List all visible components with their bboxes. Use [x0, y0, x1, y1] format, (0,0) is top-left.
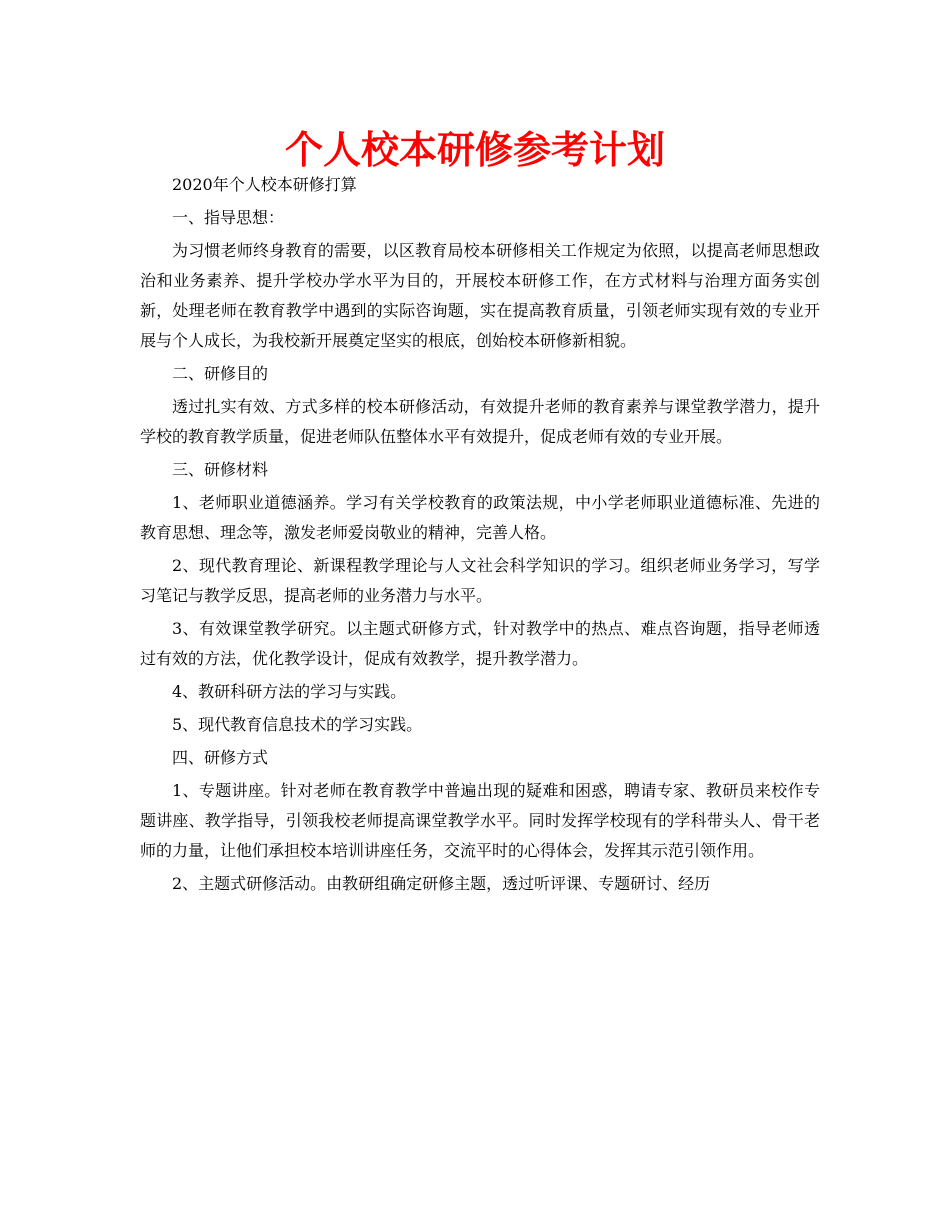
section-heading-materials: 三、研修材料 [172, 460, 269, 479]
section-heading-guiding-thought: 一、指导思想： [172, 208, 285, 227]
paragraph-method-2: 2、主题式研修活动。由教研组确定研修主题，透过听评课、专题研讨、经历 [172, 874, 711, 893]
paragraph-material-2: 2、现代教育理论、新课程教学理论与人文社会科学知识的学习。组织老师业务学习，写学习笔记与教学反思，提高老师的业务潜力与水平。 [140, 556, 820, 605]
paragraph-method-1: 1、专题讲座。针对老师在教育教学中普遍出现的疑难和困惑，聘请专家、教研员来校作专题讲座、教学指导，引领我校老师提高课堂教学水平。同时发挥学校现有的学科带头人、骨干老师的力量，让他们承担校本培训讲座任务，交流平时的心得体会，发挥其示范引领作用。 [140, 781, 820, 860]
paragraph-material-5: 5、现代教育信息技术的学习实践。 [172, 715, 423, 734]
paragraph-material-3: 3、有效课堂教学研究。以主题式研修方式，针对教学中的热点、难点咨询题，指导老师透过有效的方法，优化教学设计，促成有效教学，提升教学潜力。 [140, 619, 820, 668]
page-title: 个人校本研修参考计划 [284, 128, 665, 172]
paragraph-material-1: 1、老师职业道德涵养。学习有关学校教育的政策法规，中小学老师职业道德标准、先进的教育思想、理念等，激发老师爱岗敬业的精神，完善人格。 [140, 493, 820, 542]
document-body [140, 170, 820, 902]
paragraph-material-4: 4、教研科研方法的学习与实践。 [172, 682, 407, 701]
paragraph-guiding-thought: 为习惯老师终身教育的需要，以区教育局校本研修相关工作规定为依照，以提高老师思想政治和业务素养、提升学校办学水平为目的，开展校本研修工作，在方式材料与治理方面务实创新，处理老师在教育教学中遇到的实际咨询题，实在提高教育质量，引领老师实现有效的专业开展与个人成长，为我校新开展奠定坚实的根底，创始校本研修新相貌。 [140, 241, 820, 350]
paragraph-plan-heading: 2020年个人校本研修打算 [172, 175, 357, 194]
section-heading-goals: 二、研修目的 [172, 364, 269, 383]
paragraph-goals: 透过扎实有效、方式多样的校本研修活动，有效提升老师的教育素养与课堂教学潜力，提升学校的教育教学质量，促进老师队伍整体水平有效提升，促成老师有效的专业开展。 [140, 397, 820, 446]
section-heading-methods: 四、研修方式 [172, 748, 269, 767]
